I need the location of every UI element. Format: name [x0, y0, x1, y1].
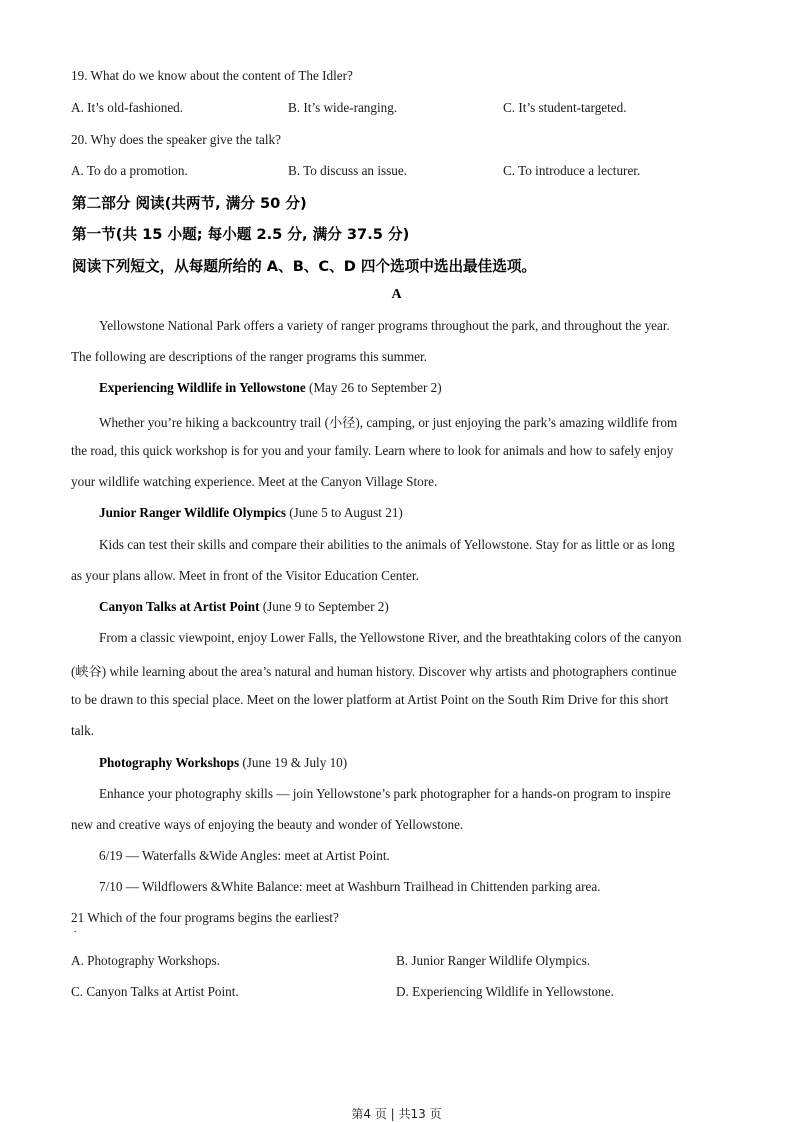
instruction: 阅读下列短文，从每题所给的 A、B、C、D 四个选项中选出最佳选项。: [72, 258, 537, 275]
paragraph-line: new and creative ways of enjoying the beauty and wonder of Yellowstone.: [71, 817, 464, 832]
q20-option-b: B. To discuss an issue.: [288, 163, 407, 178]
program-heading: [99, 505, 403, 521]
program-dates: (June 9 to September 2): [259, 599, 389, 614]
question-21: 21 Which of the four programs begins the earliest?: [71, 910, 339, 925]
part-title: 第二部分 阅读(共两节, 满分 50 分): [72, 195, 307, 212]
paragraph-line: (峡谷) while learning about the area’s natural and human history. Discover why artists and photographers continue: [71, 664, 677, 679]
intro-line-2: The following are descriptions of the ranger programs this summer.: [71, 349, 427, 364]
paragraph-line: Whether you’re hiking a backcountry trail (小径), camping, or just enjoying the park’s amazing wildlife from: [99, 415, 678, 430]
paragraph-line: Kids can test their skills and compare their abilities to the animals of Yellowstone. Stay for as little or as long: [99, 537, 675, 552]
paragraph-line: Enhance your photography skills — join Yellowstone’s park photographer for a hands-on program to inspire: [99, 786, 671, 801]
program-heading: [99, 380, 442, 396]
q20-option-c: C. To introduce a lecturer.: [503, 163, 641, 178]
q19-option-b: B. It’s wide-ranging.: [288, 100, 398, 115]
q20-option-a: A. To do a promotion.: [71, 163, 188, 178]
question-19: 19. What do we know about the content of The Idler?: [71, 68, 353, 83]
program-name: Canyon Talks at Artist Point: [99, 599, 260, 614]
paragraph-line: as your plans allow. Meet in front of the Visitor Education Center.: [71, 568, 419, 583]
paragraph-line: talk.: [71, 723, 95, 738]
q21-option-a: A. Photography Workshops.: [71, 953, 220, 968]
program-name: Junior Ranger Wildlife Olympics: [99, 505, 286, 520]
program-dates: (June 19 & July 10): [239, 755, 348, 770]
q19-option-a: A. It’s old-fashioned.: [71, 100, 184, 115]
program-dates: (May 26 to September 2): [305, 380, 442, 395]
program-heading: [99, 599, 389, 615]
paragraph-line: to be drawn to this special place. Meet on the lower platform at Artist Point on the South Rim Drive for this short: [71, 692, 669, 707]
schedule-line: 7/10 — Wildflowers &White Balance: meet at Washburn Trailhead in Chittenden parking area.: [99, 879, 601, 894]
program-name: Experiencing Wildlife in Yellowstone: [99, 380, 306, 395]
paragraph-line: your wildlife watching experience. Meet at the Canyon Village Store.: [71, 474, 438, 489]
page-footer: 第4 页 | 共13 页: [351, 1107, 442, 1121]
schedule-line: 6/19 — Waterfalls &Wide Angles: meet at Artist Point.: [99, 848, 390, 863]
paragraph-line: From a classic viewpoint, enjoy Lower Falls, the Yellowstone River, and the breathtaking colors of the canyon: [99, 630, 682, 645]
passage-label: A: [391, 287, 402, 302]
q19-option-c: C. It’s student-targeted.: [503, 100, 627, 115]
paragraph-line: the road, this quick workshop is for you and your family. Learn where to look for animals and how to safely enjoy: [71, 443, 674, 458]
q21-option-c: C. Canyon Talks at Artist Point.: [71, 984, 239, 999]
q21-option-d: D. Experiencing Wildlife in Yellowstone.: [396, 984, 614, 999]
program-name: Photography Workshops: [99, 755, 240, 770]
program-dates: (June 5 to August 21): [285, 505, 403, 520]
subsection-title: 第一节(共 15 小题; 每小题 2.5 分, 满分 37.5 分): [72, 226, 410, 243]
program-heading: [99, 755, 347, 771]
intro-line-1: Yellowstone National Park offers a variety of ranger programs throughout the park, and throughout the year.: [99, 318, 670, 333]
q21-option-b: B. Junior Ranger Wildlife Olympics.: [396, 953, 591, 968]
question-21-dot: .: [74, 924, 77, 935]
question-20: 20. Why does the speaker give the talk?: [71, 132, 281, 147]
